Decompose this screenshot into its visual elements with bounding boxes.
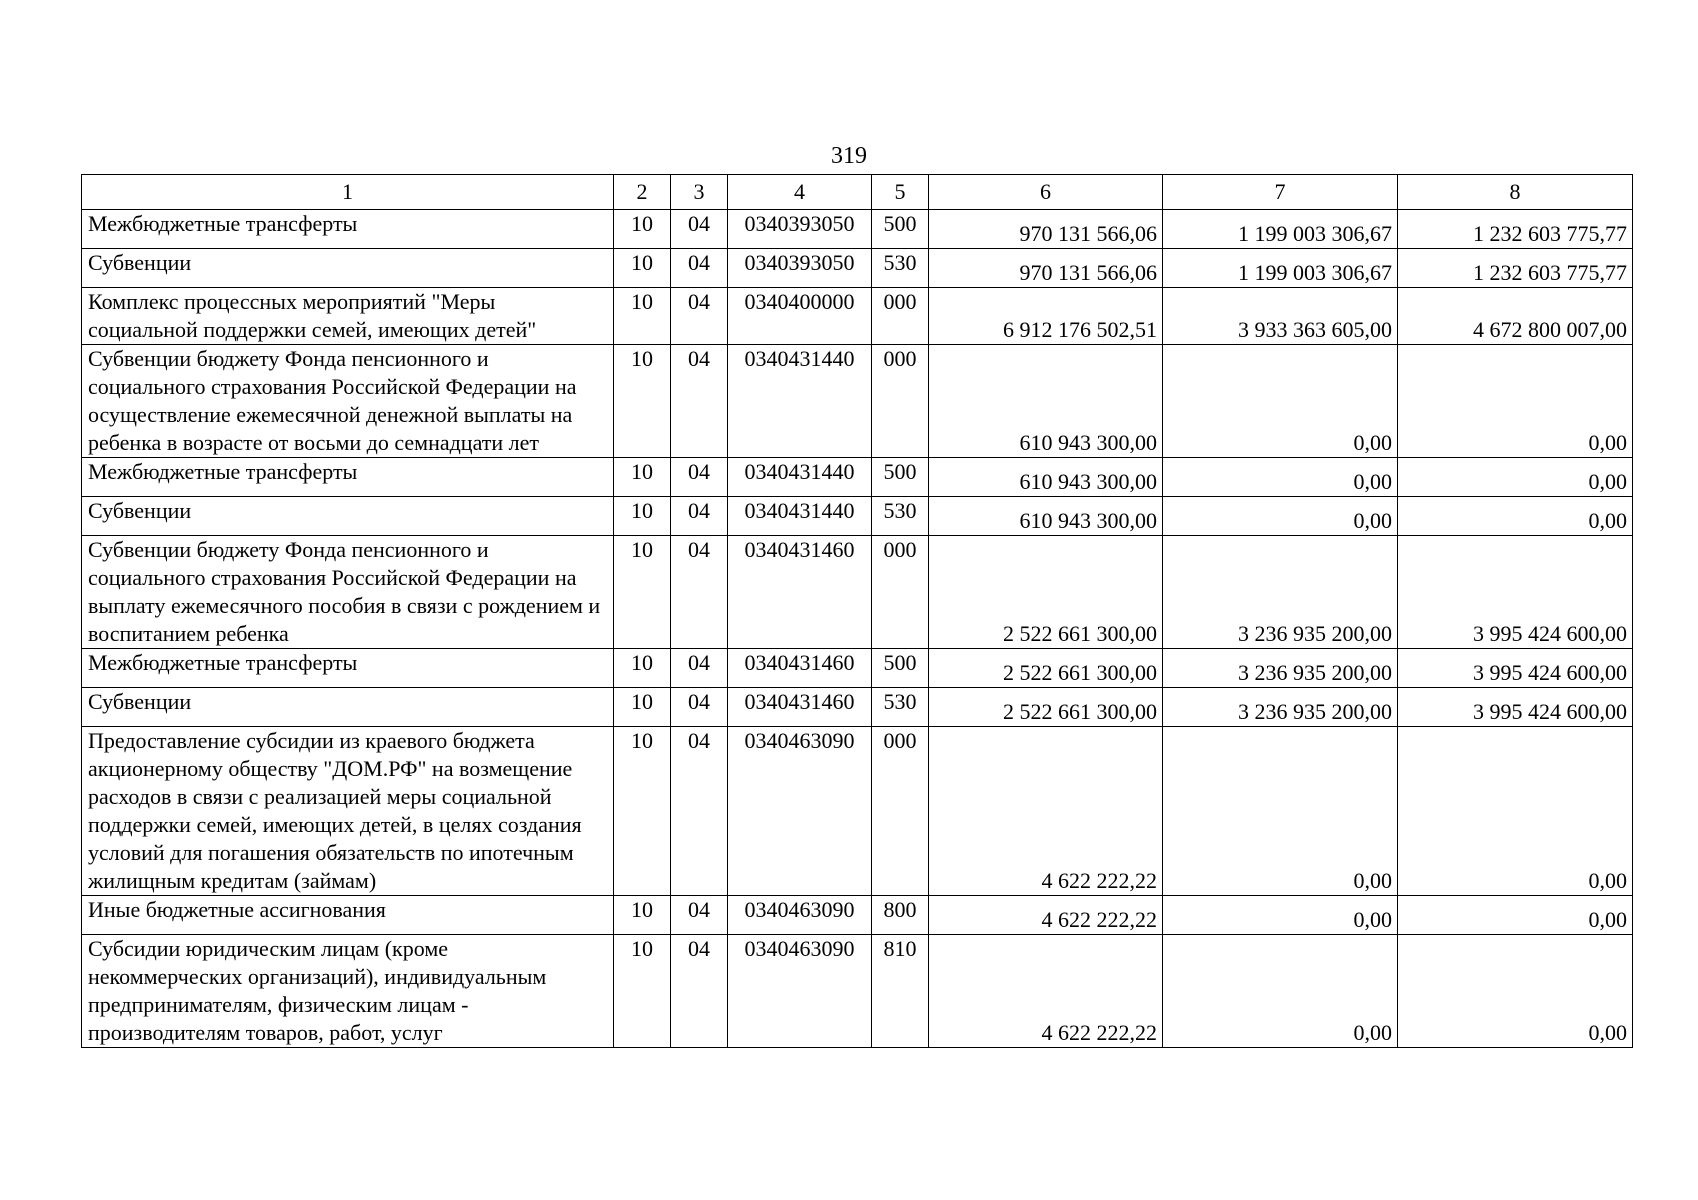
row-name: Межбюджетные трансферты: [82, 649, 614, 688]
row-name: Субвенции бюджету Фонда пенсионного и социального страхования Российской Федерации на выплату ежемесячного пособия в связи с рождением и воспитанием ребенка: [82, 536, 614, 649]
row-name: Предоставление субсидии из краевого бюджета акционерному обществу "ДОМ.РФ" на возмещение расходов в связи с реализацией меры социальной поддержки семей, имеющих детей, в целях создания условий для погашения обязательств по ипотечным жилищным кредитам (займам): [82, 727, 614, 896]
row-section: 10: [614, 249, 671, 288]
row-amount-7: 3 933 363 605,00: [1163, 288, 1398, 345]
row-expense-type: 000: [872, 727, 929, 896]
table-row: [82, 649, 1633, 688]
row-amount-8: 0,00: [1398, 935, 1633, 1048]
row-expense-type: 500: [872, 458, 929, 497]
table-row: [82, 497, 1633, 536]
row-expense-type: 000: [872, 536, 929, 649]
column-header: 2: [614, 175, 671, 210]
row-amount-7: 0,00: [1163, 497, 1398, 536]
row-amount-6: 970 131 566,06: [929, 210, 1163, 249]
row-name: Субвенции: [82, 249, 614, 288]
row-expense-type: 810: [872, 935, 929, 1048]
row-name: Межбюджетные трансферты: [82, 210, 614, 249]
row-amount-8: 0,00: [1398, 896, 1633, 935]
row-expense-type: 000: [872, 345, 929, 458]
row-target-code: 0340393050: [728, 249, 872, 288]
column-header: 7: [1163, 175, 1398, 210]
table-row: [82, 345, 1633, 458]
row-amount-7: 1 199 003 306,67: [1163, 210, 1398, 249]
row-expense-type: 530: [872, 497, 929, 536]
row-target-code: 0340431440: [728, 497, 872, 536]
row-amount-7: 1 199 003 306,67: [1163, 249, 1398, 288]
row-name: Комплекс процессных мероприятий "Меры социальной поддержки семей, имеющих детей": [82, 288, 614, 345]
table-row: [82, 536, 1633, 649]
row-amount-8: 4 672 800 007,00: [1398, 288, 1633, 345]
row-section: 10: [614, 896, 671, 935]
row-section: 10: [614, 649, 671, 688]
row-amount-6: 610 943 300,00: [929, 345, 1163, 458]
row-amount-6: 610 943 300,00: [929, 458, 1163, 497]
row-expense-type: 000: [872, 288, 929, 345]
row-subsection: 04: [671, 536, 728, 649]
row-expense-type: 500: [872, 649, 929, 688]
row-section: 10: [614, 536, 671, 649]
column-header: 5: [872, 175, 929, 210]
table-header-row: [82, 175, 1633, 210]
budget-table: [81, 174, 1633, 1048]
row-amount-6: 4 622 222,22: [929, 896, 1163, 935]
row-target-code: 0340393050: [728, 210, 872, 249]
row-subsection: 04: [671, 497, 728, 536]
table-row: [82, 210, 1633, 249]
row-amount-7: 0,00: [1163, 345, 1398, 458]
row-amount-7: 0,00: [1163, 935, 1398, 1048]
table-row: [82, 935, 1633, 1048]
row-section: 10: [614, 288, 671, 345]
row-amount-6: 4 622 222,22: [929, 727, 1163, 896]
row-subsection: 04: [671, 896, 728, 935]
row-amount-7: 3 236 935 200,00: [1163, 649, 1398, 688]
row-amount-8: 3 995 424 600,00: [1398, 649, 1633, 688]
row-target-code: 0340400000: [728, 288, 872, 345]
row-target-code: 0340463090: [728, 935, 872, 1048]
row-expense-type: 530: [872, 249, 929, 288]
column-header: 4: [728, 175, 872, 210]
page-number: 319: [831, 143, 867, 169]
row-name: Субвенции: [82, 688, 614, 727]
row-expense-type: 530: [872, 688, 929, 727]
row-amount-6: 2 522 661 300,00: [929, 688, 1163, 727]
row-section: 10: [614, 458, 671, 497]
row-expense-type: 800: [872, 896, 929, 935]
row-subsection: 04: [671, 345, 728, 458]
column-header: 6: [929, 175, 1163, 210]
row-amount-7: 0,00: [1163, 896, 1398, 935]
row-amount-8: 0,00: [1398, 727, 1633, 896]
table-row: [82, 727, 1633, 896]
row-subsection: 04: [671, 288, 728, 345]
row-subsection: 04: [671, 649, 728, 688]
row-amount-7: 3 236 935 200,00: [1163, 536, 1398, 649]
table-row: [82, 688, 1633, 727]
row-section: 10: [614, 497, 671, 536]
row-amount-7: 0,00: [1163, 458, 1398, 497]
row-target-code: 0340431460: [728, 536, 872, 649]
row-target-code: 0340431460: [728, 688, 872, 727]
row-subsection: 04: [671, 688, 728, 727]
row-target-code: 0340431440: [728, 458, 872, 497]
row-amount-6: 2 522 661 300,00: [929, 536, 1163, 649]
row-subsection: 04: [671, 249, 728, 288]
row-subsection: 04: [671, 935, 728, 1048]
row-section: 10: [614, 935, 671, 1048]
row-target-code: 0340463090: [728, 896, 872, 935]
row-section: 10: [614, 345, 671, 458]
column-header: 8: [1398, 175, 1633, 210]
row-subsection: 04: [671, 210, 728, 249]
row-amount-8: 0,00: [1398, 497, 1633, 536]
row-name: Субсидии юридическим лицам (кроме некоммерческих организаций), индивидуальным предпринимателям, физическим лицам - производителям товаров, работ, услуг: [82, 935, 614, 1048]
row-amount-6: 610 943 300,00: [929, 497, 1163, 536]
row-section: 10: [614, 688, 671, 727]
table-row: [82, 458, 1633, 497]
row-section: 10: [614, 210, 671, 249]
table-row: [82, 288, 1633, 345]
row-name: Субвенции бюджету Фонда пенсионного и социального страхования Российской Федерации на осуществление ежемесячной денежной выплаты на ребенка в возрасте от восьми до семнадцати лет: [82, 345, 614, 458]
row-amount-6: 6 912 176 502,51: [929, 288, 1163, 345]
row-name: Субвенции: [82, 497, 614, 536]
row-amount-6: 970 131 566,06: [929, 249, 1163, 288]
row-target-code: 0340463090: [728, 727, 872, 896]
row-name: Иные бюджетные ассигнования: [82, 896, 614, 935]
column-header: 1: [82, 175, 614, 210]
row-target-code: 0340431460: [728, 649, 872, 688]
table-row: [82, 896, 1633, 935]
row-amount-8: 3 995 424 600,00: [1398, 536, 1633, 649]
row-amount-8: 1 232 603 775,77: [1398, 210, 1633, 249]
row-target-code: 0340431440: [728, 345, 872, 458]
row-name: Межбюджетные трансферты: [82, 458, 614, 497]
row-section: 10: [614, 727, 671, 896]
row-subsection: 04: [671, 727, 728, 896]
row-amount-8: 0,00: [1398, 345, 1633, 458]
row-amount-8: 1 232 603 775,77: [1398, 249, 1633, 288]
row-amount-7: 0,00: [1163, 727, 1398, 896]
row-subsection: 04: [671, 458, 728, 497]
row-amount-8: 0,00: [1398, 458, 1633, 497]
row-amount-8: 3 995 424 600,00: [1398, 688, 1633, 727]
row-amount-6: 2 522 661 300,00: [929, 649, 1163, 688]
row-amount-7: 3 236 935 200,00: [1163, 688, 1398, 727]
column-header: 3: [671, 175, 728, 210]
table-row: [82, 249, 1633, 288]
row-expense-type: 500: [872, 210, 929, 249]
row-amount-6: 4 622 222,22: [929, 935, 1163, 1048]
